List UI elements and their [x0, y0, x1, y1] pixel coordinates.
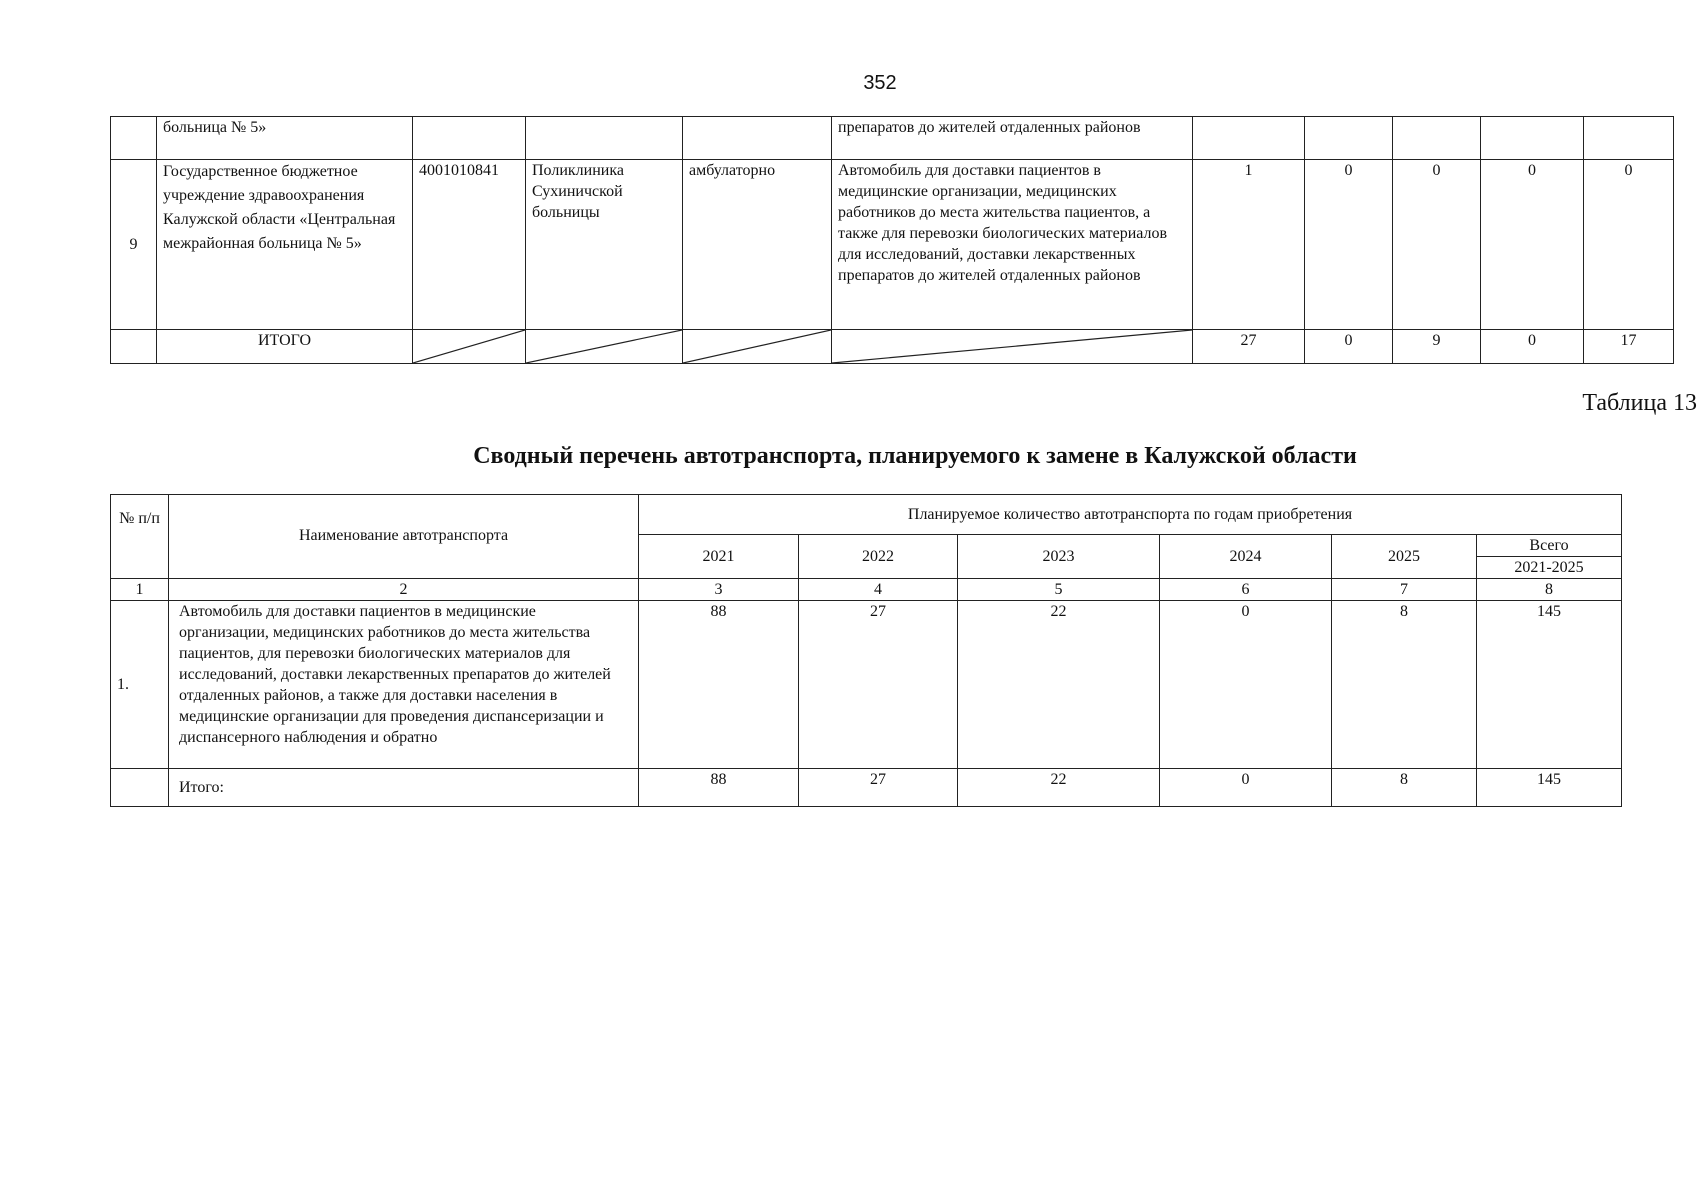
- col-number: 7: [1332, 579, 1477, 601]
- header-year-2022: 2022: [799, 535, 958, 579]
- total-v2: 0: [1305, 330, 1393, 364]
- table-12-continuation: [110, 116, 1674, 364]
- header-planned: Планируемое количество автотранспорта по годам приобретения: [639, 495, 1622, 535]
- table-title: Сводный перечень автотранспорта, планируемого к замене в Калужской области: [473, 443, 1357, 469]
- cell-value: 145: [1477, 601, 1622, 769]
- header-total: Всего: [1477, 535, 1622, 557]
- header-total-range: 2021-2025: [1477, 557, 1622, 579]
- cell-v1: [1193, 117, 1305, 160]
- cell-num: [111, 769, 169, 807]
- cell-v2: [1305, 117, 1393, 160]
- cell-num: [111, 330, 157, 364]
- total-value: 88: [639, 769, 799, 807]
- table-row: [111, 160, 1674, 330]
- cell-num: [111, 117, 157, 160]
- cell-v1: 1: [1193, 160, 1305, 330]
- cell-org: Государственное бюджетное учреждение здравоохранения Калужской области «Центральная межрайонная больница № 5»: [157, 160, 413, 330]
- cell-v2: 0: [1305, 160, 1393, 330]
- cell-inn: 4001010841: [413, 160, 526, 330]
- total-v5: 17: [1584, 330, 1674, 364]
- total-value: 8: [1332, 769, 1477, 807]
- cell-vehicle: Автомобиль для доставки пациентов в медицинские организации, медицинских работников до места жительства пациентов, а также для перевозки биологических материалов для исследований, доставки лекарственных препаратов до жителей отдаленных районов: [832, 160, 1193, 330]
- total-label: ИТОГО: [157, 330, 413, 364]
- total-v4: 0: [1481, 330, 1584, 364]
- header-year-2023: 2023: [958, 535, 1160, 579]
- diagonal-cell: [526, 330, 683, 364]
- diagonal-cell: [413, 330, 526, 364]
- total-value: 27: [799, 769, 958, 807]
- table-13: [110, 494, 1622, 807]
- cell-value: 88: [639, 601, 799, 769]
- cell-value: 0: [1160, 601, 1332, 769]
- table-row: [111, 117, 1674, 160]
- cell-v5: 0: [1584, 160, 1674, 330]
- header-row: [111, 495, 1622, 535]
- header-year-2024: 2024: [1160, 535, 1332, 579]
- table-row: [111, 601, 1622, 769]
- col-number: 6: [1160, 579, 1332, 601]
- cell-form: [683, 117, 832, 160]
- cell-num: 9: [111, 160, 157, 330]
- cell-num: 1.: [111, 601, 169, 769]
- col-number: 8: [1477, 579, 1622, 601]
- table-label: Таблица 13: [1582, 390, 1697, 416]
- diagonal-cell: [832, 330, 1193, 364]
- diagonal-cell: [683, 330, 832, 364]
- cell-form: амбулаторно: [683, 160, 832, 330]
- cell-v5: [1584, 117, 1674, 160]
- cell-v3: [1393, 117, 1481, 160]
- header-name: Наименование автотранспорта: [169, 495, 639, 579]
- cell-name: Автомобиль для доставки пациентов в медицинские организации, медицинских работников до места жительства пациентов, для перевозки биологических материалов для исследований, доставки лекарственных препаратов до жителей отдаленных районов, а также для доставки населения в медицинские организации для проведения диспансеризации и диспансерного наблюдения и обратно: [169, 601, 639, 769]
- cell-vehicle: препаратов до жителей отдаленных районов: [832, 117, 1193, 160]
- cell-value: 27: [799, 601, 958, 769]
- cell-org: больница № 5»: [157, 117, 413, 160]
- header-year-2021: 2021: [639, 535, 799, 579]
- header-num: № п/п: [111, 495, 169, 579]
- total-value: 0: [1160, 769, 1332, 807]
- cell-v3: 0: [1393, 160, 1481, 330]
- total-value: 22: [958, 769, 1160, 807]
- cell-value: 22: [958, 601, 1160, 769]
- total-row: [111, 769, 1622, 807]
- total-v3: 9: [1393, 330, 1481, 364]
- cell-unit: [526, 117, 683, 160]
- total-v1: 27: [1193, 330, 1305, 364]
- header-year-2025: 2025: [1332, 535, 1477, 579]
- page-number: 352: [863, 72, 897, 94]
- col-number: 4: [799, 579, 958, 601]
- total-value: 145: [1477, 769, 1622, 807]
- cell-v4: [1481, 117, 1584, 160]
- total-label: Итого:: [169, 769, 639, 807]
- col-number: 3: [639, 579, 799, 601]
- column-numbers-row: [111, 579, 1622, 601]
- col-number: 1: [111, 579, 169, 601]
- cell-unit: Поликлиника Сухиничской больницы: [526, 160, 683, 330]
- cell-inn: [413, 117, 526, 160]
- cell-v4: 0: [1481, 160, 1584, 330]
- col-number: 2: [169, 579, 639, 601]
- cell-value: 8: [1332, 601, 1477, 769]
- col-number: 5: [958, 579, 1160, 601]
- total-row: [111, 330, 1674, 364]
